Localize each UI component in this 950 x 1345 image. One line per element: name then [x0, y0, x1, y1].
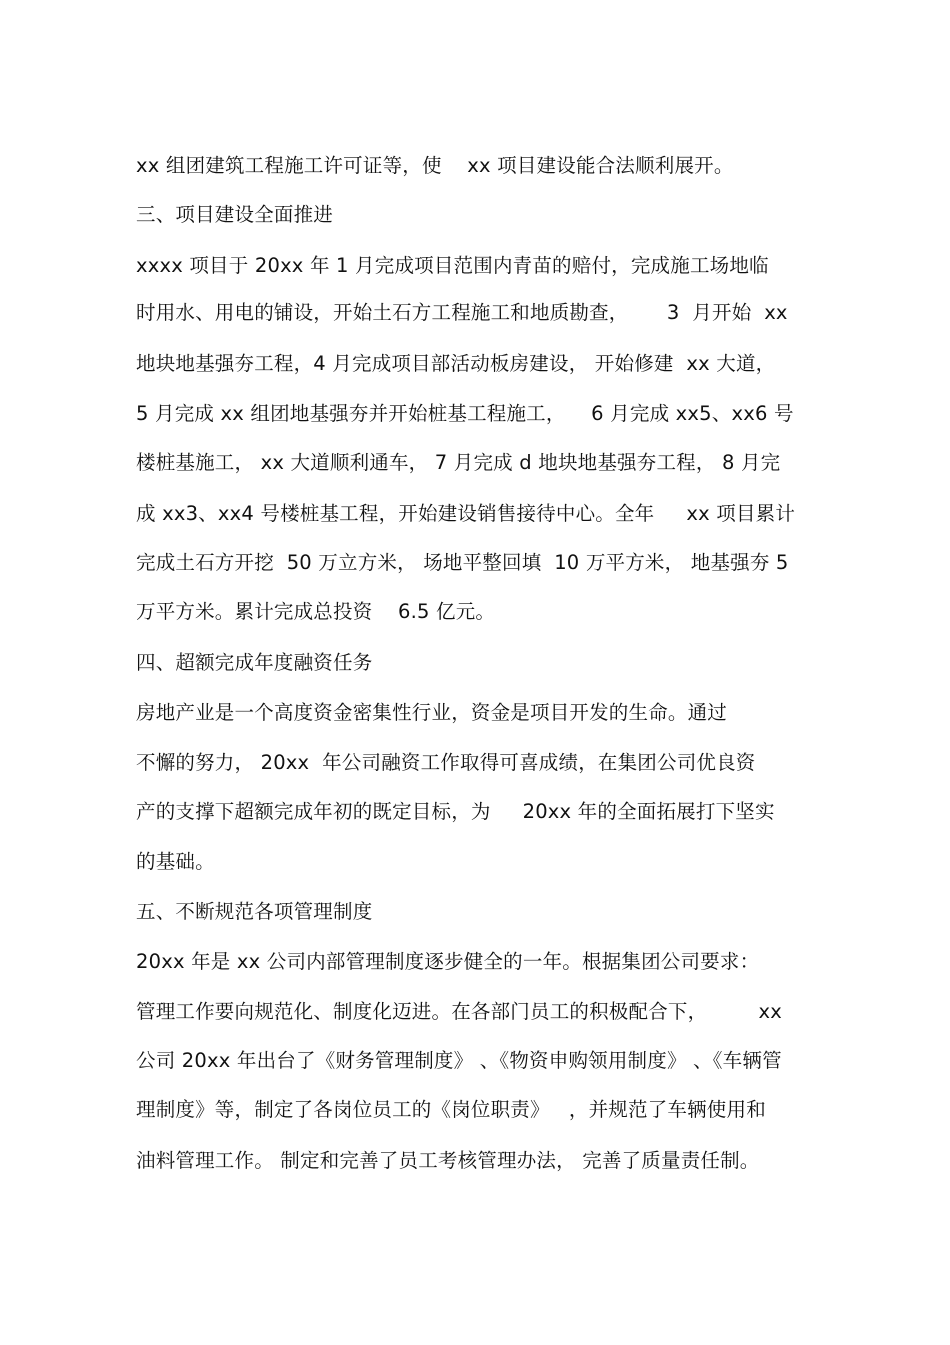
body-text-line: 公司 20xx 年出台了《财务管理制度》 、《物资申购领用制度》 、《车辆管	[136, 1049, 782, 1072]
body-text-line: 不懈的努力， 20xx 年公司融资工作取得可喜成绩，在集团公司优良资	[136, 751, 756, 774]
body-text-line: xxxx 项目于 20xx 年 1 月完成项目范围内青苗的赔付，完成施工场地临	[136, 254, 769, 277]
body-text-line: 时用水、用电的铺设，开始土石方工程施工和地质勘查， 3 月开始 xx	[136, 301, 788, 324]
section-heading-4: 四、超额完成年度融资任务	[136, 651, 373, 674]
body-text-line: 的基础。	[136, 850, 215, 873]
body-text-line: 5 月完成 xx 组团地基强夯并开始桩基工程施工， 6 月完成 xx5、xx6 号	[136, 402, 794, 425]
body-text-line: 万平方米。累计完成总投资 6.5 亿元。	[136, 600, 496, 623]
section-heading-5: 五、不断规范各项管理制度	[136, 900, 373, 923]
body-text-line: 成 xx3、xx4 号楼桩基工程，开始建设销售接待中心。全年 xx 项目累计	[136, 502, 796, 525]
body-text-line: 管理工作要向规范化、制度化迈进。在各部门员工的积极配合下， xx	[136, 1000, 782, 1023]
body-text-line: 20xx 年是 xx 公司内部管理制度逐步健全的一年。根据集团公司要求：	[136, 950, 760, 973]
body-text-line: 地块地基强夯工程，4 月完成项目部活动板房建设， 开始修建 xx 大道，	[136, 352, 776, 375]
body-text-line: 产的支撑下超额完成年初的既定目标，为 20xx 年的全面拓展打下坚实	[136, 800, 775, 823]
section-heading-3: 三、项目建设全面推进	[136, 203, 334, 226]
body-text-line: 理制度》等，制定了各岗位员工的《岗位职责》 ，并规范了车辆使用和	[136, 1098, 766, 1121]
body-text-line: 完成土石方开挖 50 万立方米， 场地平整回填 10 万平方米， 地基强夯 5	[136, 551, 789, 574]
body-text-line: xx 组团建筑工程施工许可证等，使 xx 项目建设能合法顺利展开。	[136, 154, 734, 177]
body-text-line: 楼桩基施工， xx 大道顺利通车， 7 月完成 d 地块地基强夯工程， 8 月完	[136, 451, 781, 474]
body-text-line: 油料管理工作。 制定和完善了员工考核管理办法， 完善了质量责任制。	[136, 1149, 760, 1172]
body-text-line: 房地产业是一个高度资金密集性行业，资金是项目开发的生命。通过	[136, 701, 728, 724]
